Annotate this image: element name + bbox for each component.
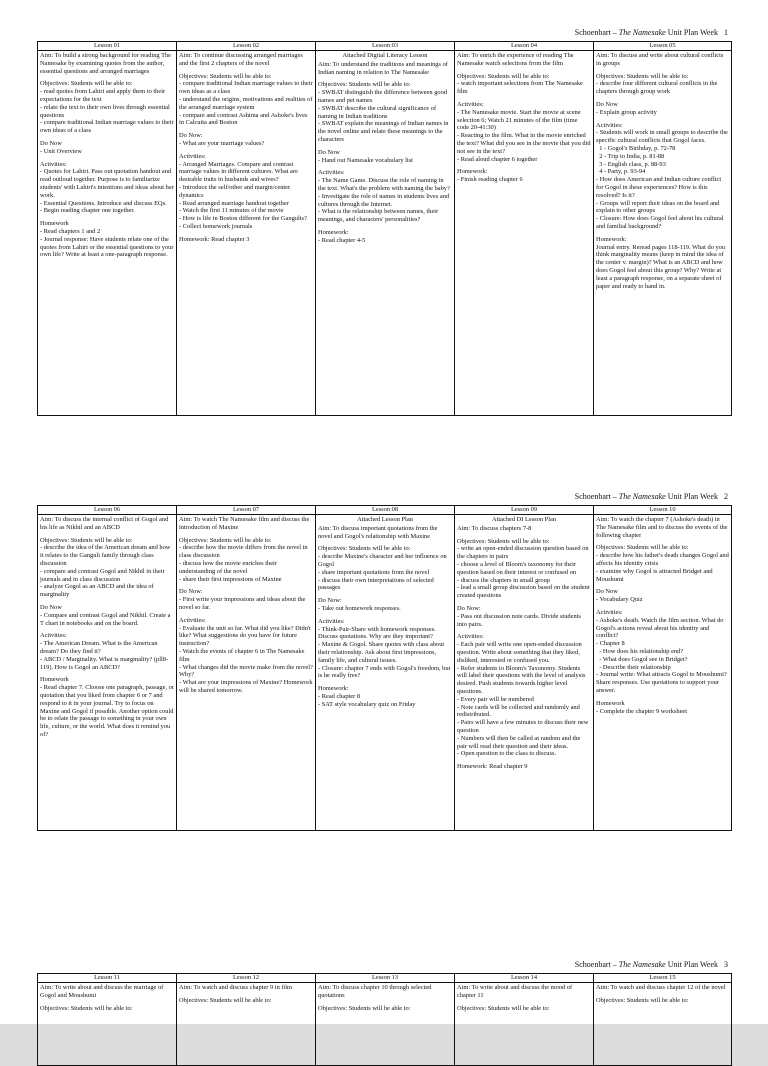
lesson-paragraph: Homework - Read chapter 7. Choose one paragraph, passage, or quotation that you liked from chapter 6 or 7 and respond to it in your journal. Try to focus on Maxine and Gogol if possible. Another option could be to relate the passage to something in your own life, culture, or the world. What does it remind you of? [40, 676, 174, 738]
lesson-paragraph: Aim: To watch and discuss chapter 9 in film [179, 984, 293, 991]
lesson-paragraph: Objectives: Students will be able to: - describe how his father's death changes Gogol and affects his identity crisis - examine why Gogol is attracted Bridget and Moushumi [596, 544, 729, 583]
lesson-paragraph: Do Now - Vocabulary Quiz [596, 588, 643, 604]
lesson-cell [316, 51, 455, 416]
lesson-paragraph: Homework: - Finish reading chapter 6 [457, 168, 523, 184]
lesson-paragraph: Do Now: - First write your impressions and ideas about the novel so far. [179, 588, 306, 611]
lesson-cell [316, 515, 455, 831]
lesson-paragraph: Aim: To discuss chapter 10 through selected quotations [318, 984, 433, 999]
lesson-paragraph: Activities: - Students will work in small groups to describe the specific cultural conflicts that Gogol faces. 1 - Gogol's Birthday, p. 72-78 2 - Trip to India, p. 81-88 3 - English class, p. 88-93 4 - Party, p. 93-94 - How does American and Indian culture conflict for Gogol in these experiences? How is this resolved? Is it? - Groups will report their ideas on the board and explain to other groups - Closure: How does Gogol feel about his cultural and familial background? [596, 121, 728, 230]
lesson-title: Lesson 05 [594, 42, 732, 51]
lesson-paragraph: Homework - Read chapters 1 and 2 - Journal response: Have students relate one of the quotes from Lahiri or the essential questions to your own life? Write at least a one-paragraph response. [40, 220, 174, 259]
lesson-title: Lesson 08 [316, 506, 455, 515]
lesson-paragraph: Objectives: Students will be able to: [40, 1004, 133, 1012]
lesson-paragraph: Objectives: Students will be able to: [179, 996, 272, 1004]
week-header: Schoenbart – The Namesake Unit Plan Week 1 [574, 28, 728, 37]
lesson-cell [594, 51, 732, 416]
lesson-header-row [38, 974, 732, 983]
lesson-paragraph: Activities: - Each pair will write one open-ended discussion question. Write about something that they liked, disliked, interested or confused you. - Refer students to Bloom's Taxonomy. Students will label their questions with the level of analysis desired. Push students towards higher level questions. - Every pair will be numbered - Note cards will be collected and randomly and redistributed. - Pairs will have a few minutes to discuss their new question - Numbers will then be called at random and the pair will read their question and their ideas. - Open question to the class to discuss. [457, 633, 589, 758]
lesson-title: Lesson 04 [455, 42, 594, 51]
lesson-cell [455, 515, 594, 831]
lesson-paragraph: Activities: - The Namesake movie. Start the movie at scene selection 6; Watch 21 minutes of the film (time code 20-41:30) - Reacting to the film. What in the movie enriched the text? What did you see in the movie that you did not see in the text? - Read aloud chapter 6 together [457, 100, 591, 163]
lesson-table [37, 41, 732, 416]
lesson-paragraph: Aim: To build a strong background for reading The Namesake by examining quotes from the author, essential questions and arranged marriages [40, 52, 173, 75]
plan-page-week-1 [0, 0, 768, 500]
lesson-paragraph: Objectives: Students will be able to: - describe Maxine's character and her influence on Gogol - share important quotations from the novel - discuss their own interpretations of selected passages [318, 545, 447, 592]
lesson-header-row [38, 506, 732, 515]
lesson-paragraph: Aim: To watch The Namesake film and discuss the introduction of Maxine [179, 516, 311, 531]
lesson-paragraph: Aim: To write about and discuss the marriage of Gogol and Moushumi [40, 984, 165, 999]
lesson-paragraph: Activities: - Evaluate the unit so far. What did you like? Didn't like? What suggestions do you have for future instruction? - Watch the events of chapter 6 in The Namesake film - What changes did the movie make from the novel? Why? - What are your impressions of Maxine? Homework will be shared tomorrow. [179, 616, 313, 694]
lesson-subtitle: Attached Lesson Plan [357, 516, 413, 523]
lesson-body-row [38, 515, 732, 831]
lesson-title: Lesson 09 [455, 506, 594, 515]
lesson-cell [594, 515, 732, 831]
lesson-cell [177, 515, 316, 831]
lesson-paragraph: Aim: To discuss and write about cultural conflicts in groups [596, 52, 726, 67]
lesson-paragraph: Homework: - Read chapter 4-5 [318, 228, 366, 244]
lesson-cell [594, 983, 732, 1066]
lesson-paragraph: Do Now: - Take out homework responses. [318, 597, 401, 612]
lesson-paragraph: Do Now - Unit Overview [40, 139, 82, 155]
lesson-body-row [38, 51, 732, 416]
lesson-title: Lesson 06 [38, 506, 177, 515]
lesson-paragraph: Homework: Journal entry. Reread pages 118-119. What do you think marginality means (keep in mind the idea of the center v. margin)? What is an ABCD and how does Gogol feel about this group? Why? Write at least a paragraph response, on a separate sheet of paper and ready to hand in. [596, 235, 726, 290]
lesson-paragraph: Homework: - Read chapter 8 - SAT style vocabulary quiz on Friday [318, 685, 416, 708]
lesson-paragraph: Aim: To discuss important quotations from the novel and Gogol's relationship with Maxine [318, 524, 440, 540]
lesson-paragraph: Objectives: Students will be able to: [596, 996, 689, 1004]
lesson-title: Lesson 12 [177, 974, 316, 983]
plan-page-week-3 [0, 937, 768, 1024]
lesson-body-row [38, 983, 732, 1066]
lesson-paragraph: Homework: Read chapter 3 [179, 235, 250, 243]
lesson-paragraph: Activities: - Arranged Marriages. Compare and contrast marriage values in different cultures. What are desirable traits in husbands and wives? - Introduce the self/other and margin/center dynamics - Read arranged marriage handout together - Watch the first 11 minutes of the movie - How is life in Boston different for the Gangulis? - Collect homework journals [179, 152, 307, 230]
lesson-cell [38, 51, 177, 416]
lesson-cell [455, 51, 594, 416]
lesson-cell [177, 51, 316, 416]
lesson-cell [38, 983, 177, 1066]
lesson-title: Lesson 03 [316, 42, 455, 51]
lesson-title: Lesson 14 [455, 974, 594, 983]
lesson-paragraph: Homework: Read chapter 9 [457, 763, 528, 771]
lesson-paragraph: Activities: - The Name Game. Discuss the role of naming in the text. What's the problem with naming the baby? - Investigate the role of names in students lives and cultures through the Internet. - What is the relationship between names, their meanings, and characters' personalities? [318, 169, 450, 224]
lesson-paragraph: Do Now - Explain group activity [596, 100, 657, 116]
lesson-paragraph: Activities: - Think-Pair-Share with homework responses. Discuss quotations. Why are they important? - Maxine & Gogol. Share quotes with class about their relationship. Ask about first impressions, family life, and cultural issues. - Closure: chapter 7 ends with Gogol's freedom, but is he really free? [318, 617, 451, 680]
lesson-paragraph: Objectives: Students will be able to: [318, 1004, 411, 1012]
lesson-title: Lesson 10 [594, 506, 732, 515]
lesson-paragraph: Do Now: - Pass out discussion note cards. Divide students into pairs. [457, 604, 581, 628]
week-header: Schoenbart – The Namesake Unit Plan Week 2 [574, 492, 728, 501]
lesson-paragraph: Activities: - Quotes for Lahiri. Pass out quotation handout and read outloud together. Purpose is to familiarize students' with Lahiri's intentions and ideas about her work. - Essential Questions. Introduce and discuss EQs. - Begin reading chapter one together. [40, 160, 174, 215]
lesson-paragraph: Do Now: - What are your marriage values? [179, 132, 265, 147]
lesson-cell [455, 983, 594, 1066]
lesson-paragraph: Objectives: Students will be able to: - write an open-ended discussion question based on the chapters in pairs - choose a level of Bloom's taxonomy for their question based on their interest or confused on - discuss the chapters in small group - lead a small group discussion based on the student created questions [457, 537, 590, 600]
lesson-title: Lesson 11 [38, 974, 177, 983]
lesson-title: Lesson 07 [177, 506, 316, 515]
lesson-paragraph: Objectives: Students will be able to: [457, 1004, 550, 1012]
lesson-header-row [38, 42, 732, 51]
lesson-paragraph: Objectives: Students will be able to: - describe the idea of the American dream and how it relates to the Ganguli family through class discussion - compare and contrast Gogol and Nikhil in their journals and in class discussion - analyze Gogol as an ABCD and the idea of marginality [40, 536, 171, 599]
plan-page-week-2 [0, 470, 768, 970]
lesson-table [37, 973, 732, 1066]
lesson-title: Lesson 13 [316, 974, 455, 983]
lesson-paragraph: Objectives: Students will be able to: - watch important selections from The Namesake film [457, 72, 583, 96]
lesson-title: Lesson 02 [177, 42, 316, 51]
lesson-paragraph: Objectives: Students will be able to: - describe how the movie differs from the novel in class discussion - discuss how the movie enriches their understanding of the novel - share their first impressions of Maxine [179, 536, 308, 583]
lesson-paragraph: Aim: To understand the traditions and meanings of Indian naming in relation to The Namesake [318, 60, 450, 76]
lesson-title: Lesson 01 [38, 42, 177, 51]
lesson-title: Lesson 15 [594, 974, 732, 983]
lesson-paragraph: Aim: To write about and discuss the mood of chapter 11 [457, 984, 574, 999]
lesson-paragraph: Aim: To watch and discuss chapter 12 of the novel [596, 984, 726, 991]
lesson-cell [316, 983, 455, 1066]
lesson-paragraph: Homework - Complete the chapter 9 worksheet [596, 699, 688, 715]
lesson-subtitle: Attached DI Lesson Plan [491, 516, 557, 523]
lesson-table [37, 505, 732, 831]
lesson-paragraph: Objectives: Students will be able to: - describe four different cultural conflicts in the chapters through group work [596, 72, 718, 96]
lesson-paragraph: Do Now - Hand out Namesake vocabulary list [318, 148, 413, 164]
lesson-cell [177, 983, 316, 1066]
lesson-paragraph: Aim: To enrich the experience of reading The Namesake watch selections from the film [457, 52, 576, 67]
lesson-cell [38, 515, 177, 831]
lesson-paragraph: Aim: To discuss the internal conflict of Gogol and his life as Nikhil and an ABCD [40, 516, 170, 531]
lesson-paragraph: Objectives: Students will be able to: - read quotes from Lahiri and apply them to their expectations for the text - relate the text to their own lives through essential questions - compare traditional Indian marriage values to their own ideas of a class [40, 80, 174, 135]
lesson-paragraph: Aim: To discuss chapters 7-8 [457, 524, 532, 532]
lesson-paragraph: Aim: To continue discussing arranged marriages and the first 2 chapters of the novel [179, 52, 305, 67]
lesson-paragraph: Activities: - The American Dream. What is the American dream? Do they find it? - ABCD / Marginality. What is marginality? (pll8-119). How is Gogol an ABCD? [40, 632, 169, 671]
week-header: Schoenbart – The Namesake Unit Plan Week 3 [574, 960, 728, 969]
lesson-paragraph: Activities: - Ashoke's death. Watch the film section. What do Gogol's actions reveal about his identity and conflict? - Chapter 8 - How does his relationship end? - What does Gogol see in Bridget? - Describe their relationship - Journal write: What attracts Gogol to Moushumi? Share responses. Use quotations to support your answer. [596, 608, 727, 694]
lesson-paragraph: Objectives: Students will be able to: - compare traditional Indian marriage values to their own ideas as a class - understand the origins, motivations and realities of the arranged marriage system - compare and contrast Ashima and Ashoke's lives in Calcutta and Boston [179, 72, 313, 127]
lesson-subtitle: Attached Digital Literacy Lesson [342, 52, 428, 59]
lesson-paragraph: Aim: To watch the chapter 7 (Ashoke's death) in The Namesake film and to discuss the events of the following chapter [596, 516, 730, 539]
lesson-paragraph: Objectives: Students will be able to: - SWBAT distinguish the difference between good names and pet names - SWBAT describe the cultural significance of naming in Indian traditions - SWBAT explain the meanings of Indian names in the novel online and relate these meanings to the characters [318, 81, 449, 143]
lesson-paragraph: Do Now - Compare and contrast Gogol and Nikhil. Create a T chart in notebooks and on the board. [40, 603, 171, 627]
